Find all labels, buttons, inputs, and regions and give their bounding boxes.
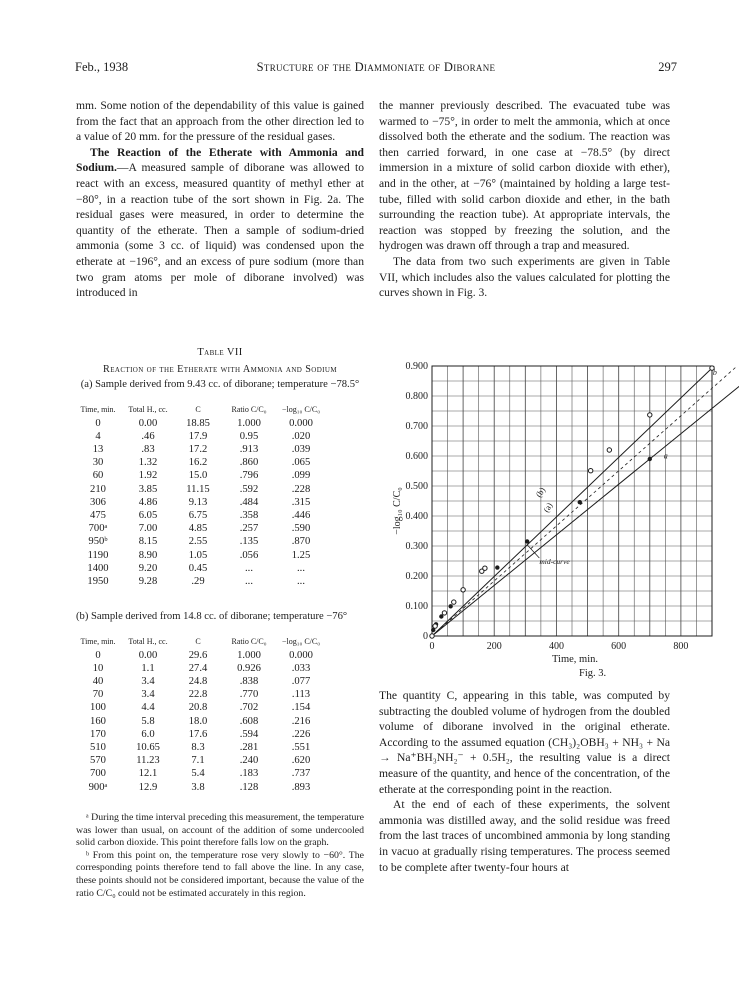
x-tick-label: 0	[429, 641, 435, 652]
table-header-row	[76, 638, 324, 649]
table-cell: 9.20	[138, 562, 158, 574]
table-cell: 22.8	[188, 689, 208, 701]
table-part-a	[76, 406, 324, 588]
y-tick-label: 0.300	[405, 541, 428, 552]
right-column-bottom	[379, 688, 670, 875]
table-row	[76, 509, 324, 522]
x-tick-label: 800	[673, 641, 689, 652]
table-cell: .46	[141, 430, 155, 442]
table-cell: .077	[291, 676, 311, 687]
data-point-b	[452, 600, 456, 604]
right-paragraph-1: the manner previously described. The evacuated tube was warmed to −75°, in order to melt the ammonia, which at once dissolved both the etherate and the sodium. The reaction was then carried forward, in one case at −78.5° (by direct immersion in a mixture of solid carbon dioxide with ether), and in the other, at −76° (maintained by holding a large test-tube, filled with solid carbon dioxide and ether, in the bath surrounding the reaction tube). At appropriate intervals, the reaction was stopped by freezing the solution, and the hydrogen was drawn off through a trap and measured.	[379, 99, 670, 253]
table-cell: .737	[291, 768, 311, 780]
table-cell: ...	[245, 562, 253, 574]
table-cell: .065	[291, 457, 311, 469]
table-cell: 4	[95, 430, 101, 442]
table-cell: 17.6	[188, 728, 208, 740]
y-tick-label: 0.600	[405, 451, 428, 462]
table-cell: 70	[92, 689, 104, 701]
data-point-a	[495, 565, 499, 569]
footnote-b: ᵇ From this point on, the temperature rose very slowly to −60°. The corresponding points therefore tend to fall above the line. In any case, these points should not be considered important, because the value of the ratio C/C₀ could not be estimated accurately in this region.	[76, 849, 364, 899]
table-cell: 1.000	[237, 417, 261, 429]
table-cell: 1.05	[188, 549, 208, 561]
table-row	[76, 417, 324, 430]
table-cell: 1.32	[138, 457, 158, 469]
table-cell: .281	[239, 742, 259, 754]
table-cell: 510	[90, 742, 106, 754]
table-cell: 900ᵃ	[88, 781, 108, 793]
data-point-b	[433, 624, 437, 628]
table-row	[76, 701, 324, 714]
table-row	[76, 728, 324, 741]
y-tick-label: 0.400	[405, 511, 428, 522]
table-cell: .702	[239, 702, 259, 714]
table-row	[76, 456, 324, 469]
table-cell: 20.8	[188, 702, 208, 714]
table-cell: 7.1	[191, 755, 205, 767]
table-cell: 18.0	[188, 715, 208, 727]
table-cell: 1400	[87, 562, 109, 574]
table-row	[76, 781, 324, 794]
table-row	[76, 483, 324, 496]
table-cell: 100	[90, 702, 106, 714]
table-cell: 4.4	[141, 702, 155, 714]
table-cell: 306	[90, 496, 106, 508]
data-point-b	[430, 634, 434, 638]
x-axis-label: Time, min.	[552, 654, 598, 665]
col-header-log: −log₁₀ C/C₀	[282, 637, 320, 646]
table-row	[76, 675, 324, 688]
table-row	[76, 430, 324, 443]
table-cell: 18.85	[186, 417, 210, 429]
footnote-a: ᵃ During the time interval preceding this measurement, the temperature was lower than usual, on account of the addition of some undercooled solid carbon dioxide. This point therefore falls low on the graph.	[76, 812, 364, 849]
table-cell: 9.28	[138, 576, 158, 588]
table-cell: .620	[291, 755, 311, 767]
table-cell: 3.4	[141, 689, 155, 701]
col-header-ratio: Ratio C/C₀	[231, 637, 267, 646]
table-cell: 8.15	[138, 536, 158, 548]
table-cell: 8.90	[138, 549, 158, 561]
table-cell: 17.2	[188, 444, 208, 455]
table-cell: 6.05	[138, 510, 158, 522]
col-header-total-h: Total H., cc.	[128, 405, 168, 414]
table-cell: .033	[291, 662, 311, 674]
annotation-series-b-label: (b)	[533, 485, 548, 500]
table-cell: .870	[291, 536, 311, 548]
table-cell: 2.55	[188, 536, 208, 548]
section-heading: The Reaction of the Etherate with Ammonia and Sodium.	[76, 145, 364, 175]
data-point-b	[442, 611, 446, 615]
table-cell: .039	[291, 444, 311, 455]
table-cell: ...	[297, 576, 305, 588]
table-cell: 16.2	[188, 457, 208, 469]
table-cell: 12.9	[138, 781, 158, 793]
col-header-c: C	[195, 405, 201, 414]
data-point-a	[525, 539, 529, 543]
table-cell: 5.4	[191, 768, 205, 780]
table-cell: 700ᵃ	[88, 523, 108, 535]
table-title: Reaction of the Etherate with Ammonia and Sodium	[103, 364, 337, 375]
data-point-b	[607, 448, 611, 452]
table-cell: 30	[92, 457, 104, 469]
table-cell: 3.8	[191, 781, 205, 793]
table-cell: 12.1	[138, 768, 158, 780]
table-cell: 5.8	[141, 715, 155, 727]
y-tick-label: 0.700	[405, 421, 428, 432]
data-point-a	[448, 604, 452, 608]
table-cell: 13	[92, 444, 104, 455]
right-paragraph-3: The quantity C, appearing in this table, was computed by subtracting the doubled volume of hydrogen from the doubled volume of diborane involved in the original etherate. According to the assumed equation (CH₃)₂OBH₃ + NH₃ + Na → Na⁺BH₃NH₂⁻ + 0.5H₂, the resulting value is a direct measure of the quantity, and hence of the concentration, of the etherate at the corresponding point in the reaction.	[379, 689, 670, 796]
table-cell: .551	[291, 742, 311, 754]
table-row	[76, 754, 324, 767]
table-cell: 3.85	[138, 483, 158, 495]
header-date: Feb., 1938	[75, 60, 129, 74]
table-cell: 950ᵇ	[88, 536, 108, 548]
table-cell: .056	[239, 549, 259, 561]
table-cell: 170	[90, 728, 106, 740]
table-cell: ...	[245, 576, 253, 588]
table-row	[76, 741, 324, 754]
y-tick-label: 0.100	[405, 601, 428, 612]
table-cell: 6.75	[188, 510, 208, 522]
table-cell: .796	[239, 470, 259, 482]
table-cell: 1.000	[237, 649, 261, 661]
table-footnotes	[76, 812, 364, 900]
table-cell: 1950	[87, 576, 109, 588]
table-row	[76, 522, 324, 535]
table-cell: .446	[291, 510, 311, 522]
table-cell: .29	[191, 576, 205, 588]
right-column-top	[379, 98, 670, 301]
section-body: —A measured sample of diborane was allowed to react with an excess, measured quantity of methyl ether at −80°, in a reaction tube of the sort shown in Fig. 2a. The residual gases were measured, in order to determine the quantity of the etherate. Then a sample of sodium-dried ammonia (some 3 cc. of liquid) was condensed upon the etherate at −196°, and an excess of pure sodium (more than two gram atoms per mole of diborane involved) was introduced in	[76, 161, 364, 300]
header-title: Structure of the Diammoniate of Diborane	[256, 60, 496, 74]
table-cell: 4.85	[188, 523, 208, 535]
table-cell: 9.13	[188, 496, 208, 508]
table-cell: 0.45	[188, 562, 208, 574]
table-cell: 10.65	[136, 742, 160, 754]
table-row	[76, 649, 324, 662]
y-tick-label: 0	[423, 631, 428, 642]
table-cell: 40	[92, 676, 104, 687]
table-cell: 0.926	[237, 662, 261, 674]
table-cell: 3.4	[141, 676, 155, 687]
data-point-a	[648, 457, 652, 461]
table-cell: 7.00	[138, 523, 158, 535]
table-cell: 1.1	[141, 662, 155, 674]
table-cell: 210	[90, 483, 106, 495]
table-cell: 8.3	[191, 742, 205, 754]
col-header-c: C	[195, 637, 201, 646]
y-axis-label: −log₁₀ C/C₀	[392, 487, 403, 535]
x-tick-label: 200	[486, 641, 502, 652]
table-part-b-caption: (b) Sample derived from 14.8 cc. of diborane; temperature −76°	[76, 611, 348, 622]
table-cell: .608	[239, 715, 259, 727]
table-row	[76, 662, 324, 675]
table-row	[76, 715, 324, 728]
table-row	[76, 575, 324, 588]
table-cell: .099	[291, 470, 311, 482]
table-cell: 160	[90, 715, 106, 727]
left-column	[76, 98, 364, 301]
table-row	[76, 443, 324, 456]
data-point-a	[578, 500, 582, 504]
table-cell: .183	[239, 768, 259, 780]
table-header-row	[76, 406, 324, 417]
table-cell: 700	[90, 768, 106, 780]
table-cell: 570	[90, 755, 106, 767]
annotation-mid-curve: mid-curve	[539, 557, 570, 566]
table-row	[76, 469, 324, 482]
table-row	[76, 562, 324, 575]
annotation-b: b	[712, 368, 717, 377]
table-part-b	[76, 638, 324, 794]
table-cell: .590	[291, 523, 311, 535]
x-tick-label: 600	[611, 641, 627, 652]
table-cell: 24.8	[188, 676, 208, 687]
table-row	[76, 496, 324, 509]
table-cell: 1.25	[291, 549, 311, 561]
table-cell: .315	[291, 496, 311, 508]
col-header-ratio: Ratio C/C₀	[231, 405, 267, 414]
table-cell: .128	[239, 781, 259, 793]
table-cell: ...	[297, 562, 305, 574]
table-cell: .893	[291, 781, 311, 793]
table-cell: .228	[291, 483, 311, 495]
figure-3-chart	[376, 356, 716, 656]
table-cell: 15.0	[188, 470, 208, 482]
table-cell: 0.95	[239, 430, 259, 442]
y-tick-label: 0.900	[405, 361, 428, 372]
table-cell: 29.6	[188, 649, 208, 661]
table-label: Table VII	[197, 347, 243, 358]
table-cell: .83	[141, 444, 155, 455]
table-cell: .770	[239, 689, 259, 701]
table-cell: 6.0	[141, 728, 155, 740]
data-point-b	[483, 566, 487, 570]
col-header-time: Time, min.	[80, 637, 116, 646]
table-cell: 0.00	[138, 649, 158, 661]
table-cell: 11.15	[186, 483, 210, 495]
table-cell: .594	[239, 728, 259, 740]
right-paragraph-4: At the end of each of these experiments, the solvent ammonia was distilled away, and the solid residue was freed from the last traces of uncombined ammonia by long standing in vacuo at gradually rising temperatures. The process seemed to be complete after twenty-four hours at	[379, 798, 670, 874]
x-tick-label: 400	[548, 641, 564, 652]
running-header	[75, 60, 677, 78]
table-cell: 11.23	[136, 755, 160, 767]
table-cell: 475	[90, 510, 106, 522]
table-row	[76, 767, 324, 780]
table-cell: 1190	[87, 549, 109, 561]
annotation-series-a-label: (a)	[540, 500, 555, 515]
table-cell: 0.000	[289, 649, 313, 661]
col-header-log: −log₁₀ C/C₀	[282, 405, 320, 414]
table-cell: 10	[92, 662, 104, 674]
table-cell: 0	[95, 649, 101, 661]
table-cell: 0	[95, 417, 101, 429]
table-cell: .484	[239, 496, 259, 508]
table-cell: .257	[239, 523, 259, 535]
figure-caption: Fig. 3.	[579, 668, 607, 679]
left-paragraph-1: mm. Some notion of the dependability of this value is gained from the fact that an approach from the other direction led to a value of 20 mm. for the pressure of the residual gases.	[76, 99, 364, 144]
col-header-time: Time, min.	[80, 405, 116, 414]
table-row	[76, 535, 324, 548]
y-tick-label: 0.200	[405, 571, 428, 582]
table-cell: .226	[291, 728, 311, 740]
data-point-b	[461, 588, 465, 592]
table-part-a-caption: (a) Sample derived from 9.43 cc. of diborane; temperature −78.5°	[80, 379, 360, 390]
data-point-b	[648, 413, 652, 417]
table-cell: 0.000	[289, 417, 313, 429]
table-cell: .020	[291, 430, 311, 442]
table-cell: .838	[239, 676, 259, 687]
table-cell: .135	[239, 536, 259, 548]
y-tick-label: 0.500	[405, 481, 428, 492]
table-cell: 1.92	[138, 470, 158, 482]
annotation-a: a	[663, 451, 668, 461]
table-row	[76, 549, 324, 562]
page-number: 297	[658, 60, 677, 74]
table-cell: 0.00	[138, 417, 158, 429]
table-cell: .913	[239, 444, 259, 455]
table-cell: .216	[291, 715, 311, 727]
col-header-total-h: Total H., cc.	[128, 637, 168, 646]
y-tick-label: 0.800	[405, 391, 428, 402]
table-cell: .113	[291, 689, 311, 701]
table-cell: .860	[239, 457, 259, 469]
table-cell: 17.9	[188, 430, 208, 442]
table-cell: .240	[239, 755, 259, 767]
table-row	[76, 688, 324, 701]
table-cell: .358	[239, 510, 259, 522]
annotation-mid-curve-pointer	[527, 545, 539, 559]
table-cell: 4.86	[138, 496, 158, 508]
data-point-b	[588, 469, 592, 473]
right-paragraph-2: The data from two such experiments are given in Table VII, which includes also the values calculated for plotting the curves shown in Fig. 3.	[379, 254, 670, 300]
table-cell: .154	[291, 702, 311, 714]
table-cell: .592	[239, 483, 259, 495]
table-cell: 27.4	[188, 662, 208, 674]
table-cell: 60	[92, 470, 104, 482]
left-paragraph-2	[76, 145, 364, 301]
